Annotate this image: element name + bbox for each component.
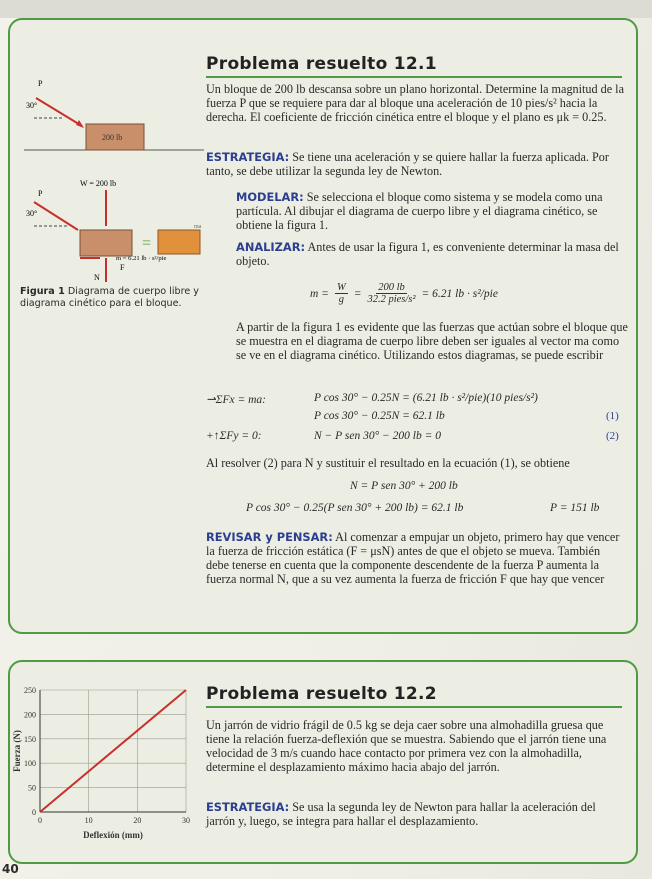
block-weight-label: 200 lb [102, 133, 123, 142]
figure-1-caption-label: Figura 1 [20, 286, 65, 297]
fbd-block [80, 230, 132, 256]
force-deflection-line [40, 690, 186, 812]
figure-1 [24, 78, 210, 284]
fbd-angle-label: 30° [26, 209, 38, 218]
mass-eq-fraction-2 [367, 282, 415, 305]
problem-12-2-panel [8, 660, 638, 864]
y-tick-label: 0 [32, 808, 36, 817]
problem-1-analyze [236, 240, 628, 268]
mass-equation [310, 282, 498, 305]
model-heading: MODELAR: [236, 190, 304, 204]
x-tick-label: 30 [182, 816, 190, 825]
mass-eq-equals: = [353, 287, 362, 300]
mass-eq-den1: g [338, 294, 344, 305]
y-axis-label: Fuerza (N) [12, 730, 22, 772]
y-tick-label: 150 [24, 734, 36, 744]
mass-eq-lhs: m = [310, 287, 329, 300]
eq-sum-fx-label: ⇀ΣFx = ma: [206, 394, 266, 406]
y-tick-label: 200 [24, 710, 36, 720]
y-tick-label: 50 [28, 783, 36, 793]
force-deflection-chart [10, 682, 200, 856]
w-label: W = 200 lb [80, 179, 117, 188]
mass-eq-den2: 32.2 pies/s² [367, 294, 416, 305]
fbd-p-label: P [38, 189, 43, 198]
review-text: Al comenzar a empujar un objeto, primero hay que vencer la fuerza de fricción estática (F = μsN) antes de que el objeto se mueva. También debe tenerse en cuenta que la componente descendente de la fuerza P aumenta la fuerza normal N, que a su vez aumenta la fuerza de fricción F que hay que vencer [206, 530, 620, 586]
problem-1-title-rule [206, 76, 622, 78]
mass-eq-num2: 200 lb [378, 282, 405, 293]
eq-n-substitution: N = P sen 30° + 200 lb [350, 480, 458, 492]
force-p-arrow [36, 98, 82, 126]
model-text: Se selecciona el bloque como sistema y se modela como una partícula. Al dibujar el diagrama de cuerpo libre y el diagrama cinético, se obtiene la figura 1. [236, 190, 603, 232]
mass-eq-rhs: = 6.21 lb · s²/pie [421, 287, 498, 300]
problem-1-model [236, 190, 628, 232]
figure-analysis-text: A partir de la figura 1 es evidente que las fuerzas que actúan sobre el bloque que se muestra en el diagrama de cuerpo libre deben ser iguales al vector ma como se ve en el diagrama cinético. Utilizando estos diagramas, se puede escribir [236, 320, 628, 362]
x-tick-label: 0 [38, 816, 42, 825]
eq-2: N − P sen 30° − 200 lb = 0 [314, 430, 442, 442]
figure-1-caption-text: Diagrama de cuerpo libre y diagrama cinético para el bloque. [20, 286, 199, 309]
angle-label-top: 30° [26, 101, 38, 110]
x-axis-label: Deflexión (mm) [83, 830, 143, 840]
n-label: N [94, 273, 100, 282]
strategy-heading: ESTRATEGIA: [206, 150, 290, 164]
problem-2-strategy [206, 800, 626, 828]
x-tick-label: 10 [84, 816, 93, 825]
analyze-heading: ANALIZAR: [236, 240, 306, 254]
analyze-text: Antes de usar la figura 1, es conveniente determinar la masa del objeto. [236, 240, 619, 268]
page-number: 40 [2, 862, 19, 876]
eq-1: P cos 30° − 0.25N = 62.1 lb [314, 410, 445, 422]
ma-label: ma [194, 224, 202, 230]
eq-sum-fy-label: +↑ΣFy = 0: [206, 430, 262, 442]
f-label: F [120, 263, 125, 272]
problem-1-statement: Un bloque de 200 lb descansa sobre un plano horizontal. Determine la magnitud de la fuerza P que se requiere para dar al bloque una aceleración de 10 pies/s² hacia la derecha. El coeficiente de fricción cinética entre el bloque y el plano es μk = 0.25. [206, 82, 624, 124]
problem-1-title: Problema resuelto 12.1 [206, 54, 437, 74]
problem-2-strategy-heading: ESTRATEGIA: [206, 800, 290, 814]
solve-text: Al resolver (2) para N y sustituir el resultado en la ecuación (1), se obtiene [206, 456, 570, 470]
problem-2-strategy-text: Se usa la segunda ley de Newton para hallar la aceleración del jarrón y, luego, se integra para hallar el desplazamiento. [206, 800, 596, 828]
problem-2-title: Problema resuelto 12.2 [206, 684, 437, 704]
problem-1-strategy [206, 150, 626, 178]
force-p-arrowhead [76, 120, 84, 128]
result-p: P = 151 lb [550, 502, 600, 514]
y-tick-label: 250 [24, 686, 36, 695]
x-tick-label: 20 [133, 816, 142, 825]
mass-eq-num1: W [336, 282, 346, 293]
problem-1-review [206, 530, 626, 586]
y-tick-label: 100 [24, 759, 36, 769]
top-margin [0, 0, 652, 18]
problem-12-1-panel [8, 18, 638, 634]
kinetic-block [158, 230, 200, 254]
eq-sum-fx: P cos 30° − 0.25N = (6.21 lb · s²/pie)(10 pies/s²) [314, 392, 538, 404]
eq-2-number: (2) [606, 430, 619, 442]
review-heading: REVISAR y PENSAR: [206, 530, 333, 544]
p-label-top: P [38, 79, 43, 88]
figure-1-caption [20, 286, 220, 310]
problem-2-statement: Un jarrón de vidrio frágil de 0.5 kg se deja caer sobre una almohadilla gruesa que tiene la relación fuerza-deflexión que se muestra. Sabiendo que el jarrón tiene una velocidad de 3 m/s cuando hace contacto por primera vez con la almohadilla, determine el desplazamiento máximo hacia abajo del jarrón. [206, 718, 607, 774]
strategy-text: Se tiene una aceleración y se quiere hallar la fuerza aplicada. Por tanto, se debe utilizar la segunda ley de Newton. [206, 150, 609, 178]
equals-sign: = [142, 235, 152, 252]
eq-p-substitution: P cos 30° − 0.25(P sen 30° + 200 lb) = 62.1 lb [246, 502, 464, 514]
mass-label: m = 6.21 lb · s²/pie [116, 255, 167, 262]
mass-eq-fraction-1 [335, 282, 348, 305]
eq-1-number: (1) [606, 410, 619, 422]
problem-2-title-rule [206, 706, 622, 708]
